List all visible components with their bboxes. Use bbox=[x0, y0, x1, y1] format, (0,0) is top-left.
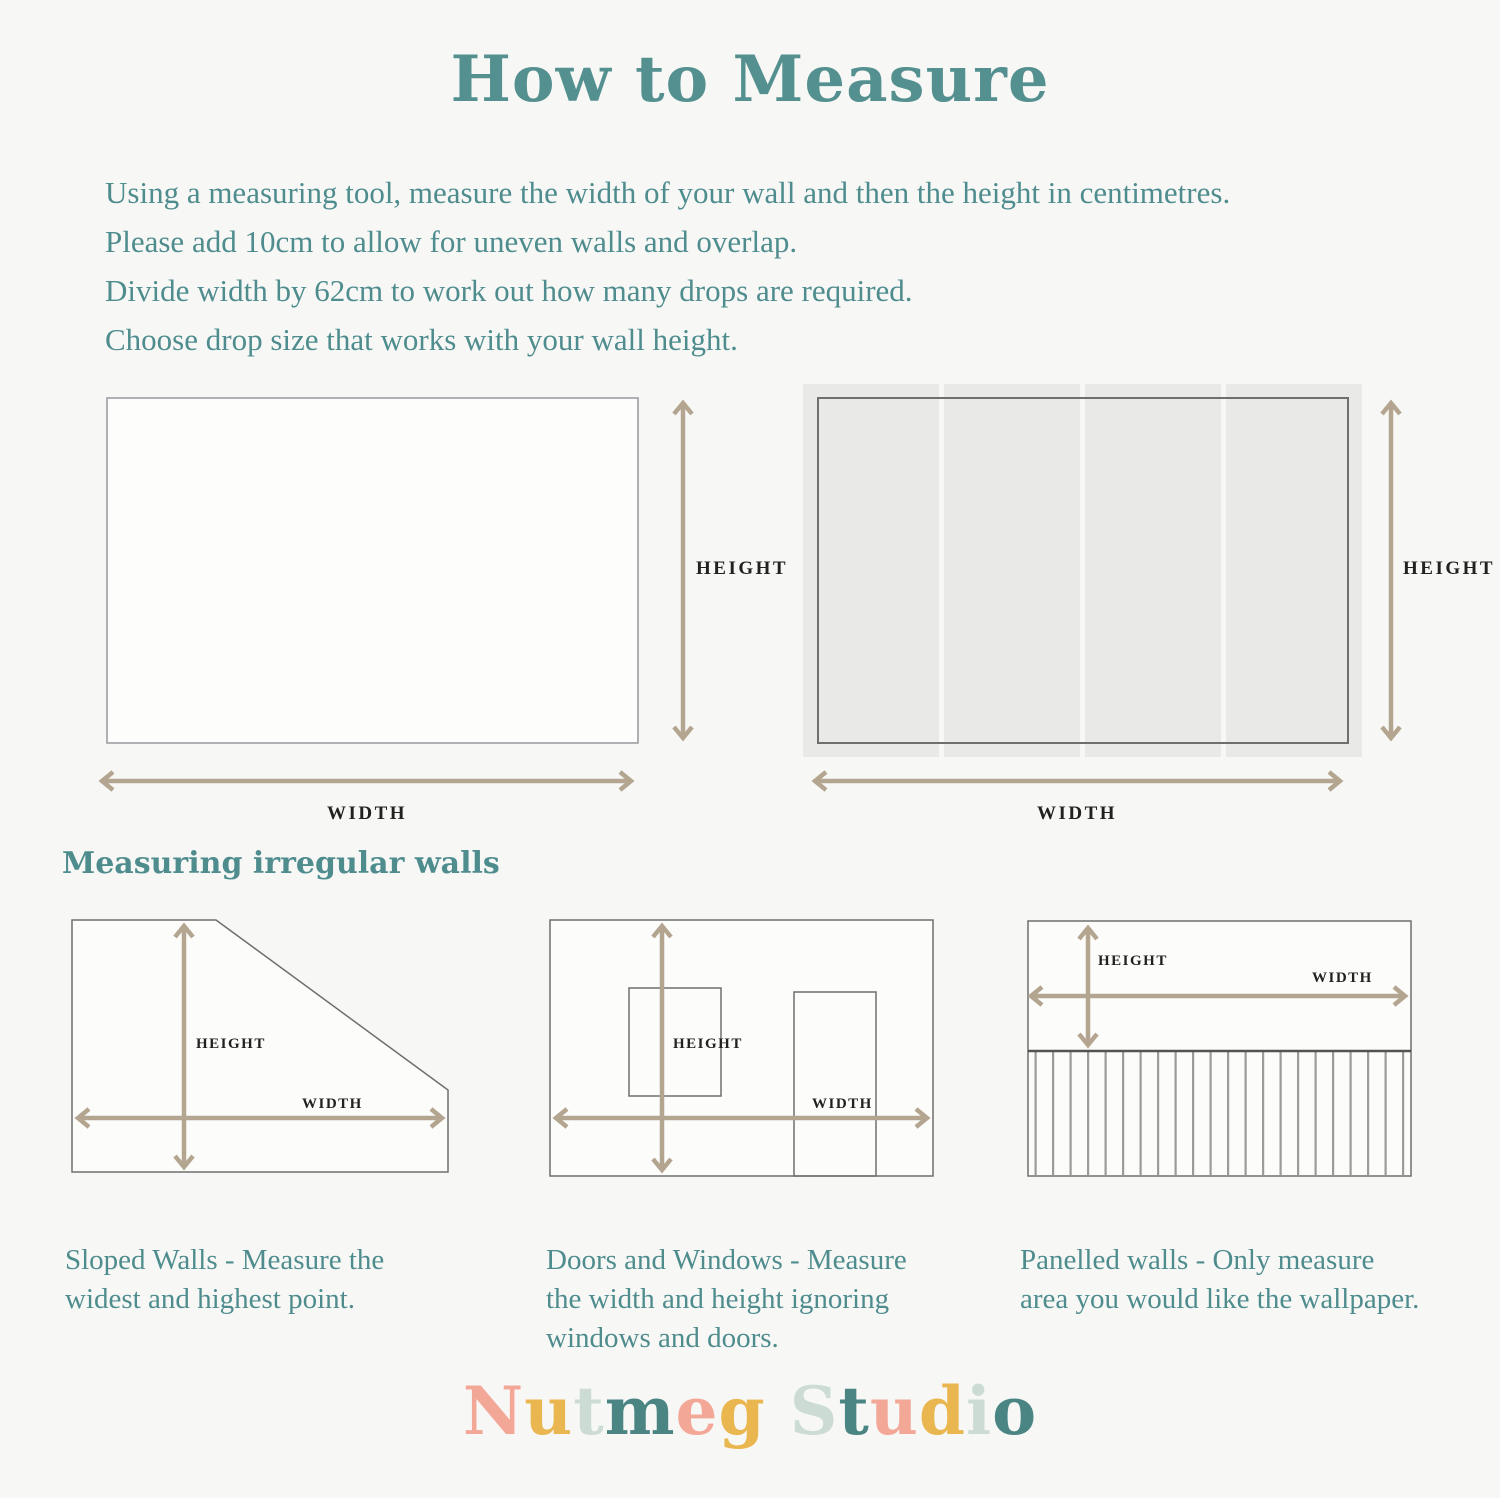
drop-strip bbox=[1226, 384, 1362, 757]
logo-letter: u bbox=[524, 1372, 574, 1450]
logo-letter: u bbox=[869, 1372, 919, 1450]
logo-letter: g bbox=[718, 1372, 766, 1450]
panelled-width-label: WIDTH bbox=[1312, 970, 1373, 986]
drops-wall-height-label: HEIGHT bbox=[1403, 558, 1496, 579]
instruction-line: Please add 10cm to allow for uneven walls and overlap. bbox=[105, 224, 798, 259]
drops-strips bbox=[803, 384, 1362, 757]
logo-letter: m bbox=[604, 1372, 676, 1450]
drop-strip bbox=[1085, 384, 1221, 757]
sloped-walls-caption bbox=[65, 1241, 384, 1319]
plain-wall-rect bbox=[107, 398, 638, 743]
drop-strip bbox=[944, 384, 1080, 757]
instruction-line: Using a measuring tool, measure the width of your wall and then the height in centimetres. bbox=[105, 175, 1231, 210]
logo-letter: d bbox=[918, 1372, 967, 1450]
doors-windows-caption bbox=[546, 1241, 907, 1358]
logo-letter: t bbox=[838, 1372, 870, 1450]
logo-letter: i bbox=[966, 1372, 993, 1450]
panelled-walls-caption bbox=[1020, 1241, 1419, 1319]
panelled-height-label: HEIGHT bbox=[1098, 953, 1168, 969]
logo-letter: S bbox=[789, 1372, 839, 1450]
plain-wall-height-label: HEIGHT bbox=[696, 558, 789, 579]
caption-line: Doors and Windows - Measure bbox=[546, 1244, 907, 1276]
logo-letter: e bbox=[675, 1372, 719, 1450]
caption-line: Sloped Walls - Measure the bbox=[65, 1244, 385, 1276]
caption-line: the width and height ignoring bbox=[546, 1283, 890, 1315]
logo-letter: o bbox=[992, 1372, 1038, 1450]
caption-line: area you would like the wallpaper. bbox=[1020, 1283, 1420, 1315]
page-title: How to Measure bbox=[450, 42, 1050, 117]
drops-wall-width-label: WIDTH bbox=[1036, 803, 1118, 824]
panelling-slats bbox=[1029, 1052, 1410, 1175]
caption-line: Panelled walls - Only measure bbox=[1020, 1244, 1375, 1276]
drop-strip bbox=[803, 384, 939, 757]
caption-line: widest and highest point. bbox=[65, 1283, 355, 1315]
sloped-height-label: HEIGHT bbox=[196, 1036, 266, 1052]
sloped-width-label: WIDTH bbox=[302, 1096, 363, 1112]
doors-windows-height-label: HEIGHT bbox=[673, 1036, 743, 1052]
irregular-walls-heading: Measuring irregular walls bbox=[62, 846, 500, 881]
caption-line: windows and doors. bbox=[546, 1322, 779, 1354]
instruction-line: Divide width by 62cm to work out how many drops are required. bbox=[105, 273, 913, 308]
instruction-line: Choose drop size that works with your wall height. bbox=[105, 322, 738, 357]
nutmeg-studio-logo bbox=[0, 1372, 1500, 1450]
logo-letter: N bbox=[462, 1372, 525, 1450]
logo-letter: t bbox=[573, 1372, 605, 1450]
plain-wall-width-label: WIDTH bbox=[326, 803, 408, 824]
doors-windows-width-label: WIDTH bbox=[812, 1096, 873, 1112]
